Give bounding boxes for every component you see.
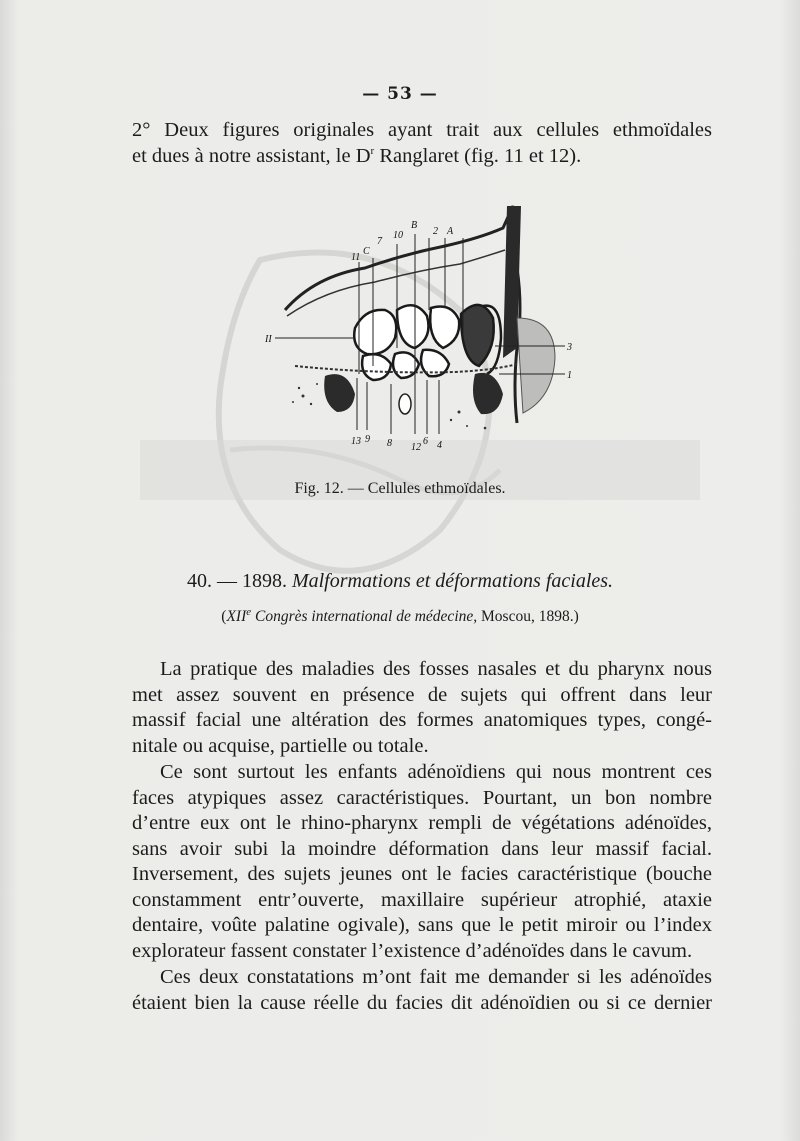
entry-source [0, 605, 800, 626]
p2-line: d’entre eux ont le rhino-pharynx rempli de végétations adénoïdes, [132, 812, 712, 834]
entry-year: — 1898. [211, 570, 292, 592]
source-roman: XII [226, 608, 247, 625]
label-B: B [411, 220, 418, 231]
entry-heading [0, 570, 800, 593]
intro-line-2-text: et dues à notre assistant, le D [132, 144, 371, 167]
p2-line: sans avoir subi la moindre déformation dans leur massif facial. [132, 837, 712, 860]
p1-line: massif facial une altération des formes anatomiques types, congé- [132, 709, 712, 731]
label-A: A [447, 226, 454, 237]
figure-caption-number: Fig. 12. [294, 480, 344, 497]
p2-line: explorateur fassent constater l’existence d’adénoïdes dans le cavum. [132, 939, 693, 962]
entry-title: Malformations et déformations faciales. [291, 570, 614, 592]
label-10: 10 [393, 230, 403, 241]
source-congress: Congrès international de médecine, [251, 608, 478, 625]
label-8: 8 [387, 438, 392, 449]
body-paragraph-2 [132, 760, 712, 964]
doctor-abbrev-sup: r [370, 144, 375, 157]
intro-paragraph [132, 118, 712, 169]
soft-tissue [517, 318, 555, 413]
p1-line: nitale ou acquise, partielle ou totale. [132, 734, 429, 757]
label-9: 9 [365, 434, 370, 445]
figure-caption-text: — Cellules ethmoïdales. [343, 480, 506, 497]
source-place: Moscou, 1898.) [477, 608, 579, 625]
p1-line: La pratique des maladies des fosses nasales et du pharynx nous [160, 658, 712, 680]
label-7: 7 [377, 236, 382, 247]
label-1: 1 [567, 370, 572, 381]
ethmoid-cells-illustration [255, 198, 585, 466]
intro-line-2 [132, 144, 712, 170]
ethmoid-cells [354, 305, 501, 380]
lower-mass-left [324, 374, 355, 412]
label-2: 2 [433, 226, 438, 237]
page-number: — 53 — [362, 84, 438, 104]
entry-number: 40. [186, 570, 212, 592]
bone-speckles [292, 383, 486, 429]
label-13: 13 [351, 436, 361, 447]
figure-caption [0, 480, 800, 498]
small-cell [399, 394, 411, 414]
body-paragraph-1 [132, 657, 712, 759]
intro-line-2-rest: Ranglaret (fig. 11 et 12). [374, 144, 582, 167]
p2-line: dentaire, voûte palatine ogivale), sans que le petit miroir ou l’index [132, 914, 712, 936]
source-sup: e [246, 605, 252, 618]
label-C: C [363, 246, 370, 257]
p2-line: faces atypiques assez caractéristiques. Pourtant, un bon nombre [132, 786, 712, 809]
label-II: II [265, 334, 272, 345]
p2-line: Inversement, des sujets jeunes ont le facies caractéristique (bouche [132, 863, 712, 885]
p2-line: Ce sont surtout les enfants adénoïdiens qui nous montrent ces [160, 761, 712, 783]
intro-line-1: 2° Deux figures originales ayant trait aux cellules ethmoïdales [132, 119, 712, 141]
p3-line: Ces deux constatations m’ont fait me demander si les adénoïdes [160, 966, 712, 988]
p1-line: met assez souvent en présence de sujets qui offrent dans leur [132, 683, 712, 706]
label-3: 3 [567, 342, 572, 353]
source-paren: ( [221, 608, 227, 625]
p3-line: étaient bien la cause réelle du facies dit adénoïdien ou si ce dernier [132, 991, 712, 1014]
label-4: 4 [437, 440, 442, 451]
label-6: 6 [423, 436, 428, 447]
label-12: 12 [411, 442, 421, 453]
p2-line: constamment entr’ouverte, maxillaire supérieur atrophié, ataxie [132, 888, 712, 911]
label-11: 11 [351, 252, 361, 263]
body-paragraph-3 [132, 965, 712, 1016]
lower-mass-right [473, 373, 503, 414]
